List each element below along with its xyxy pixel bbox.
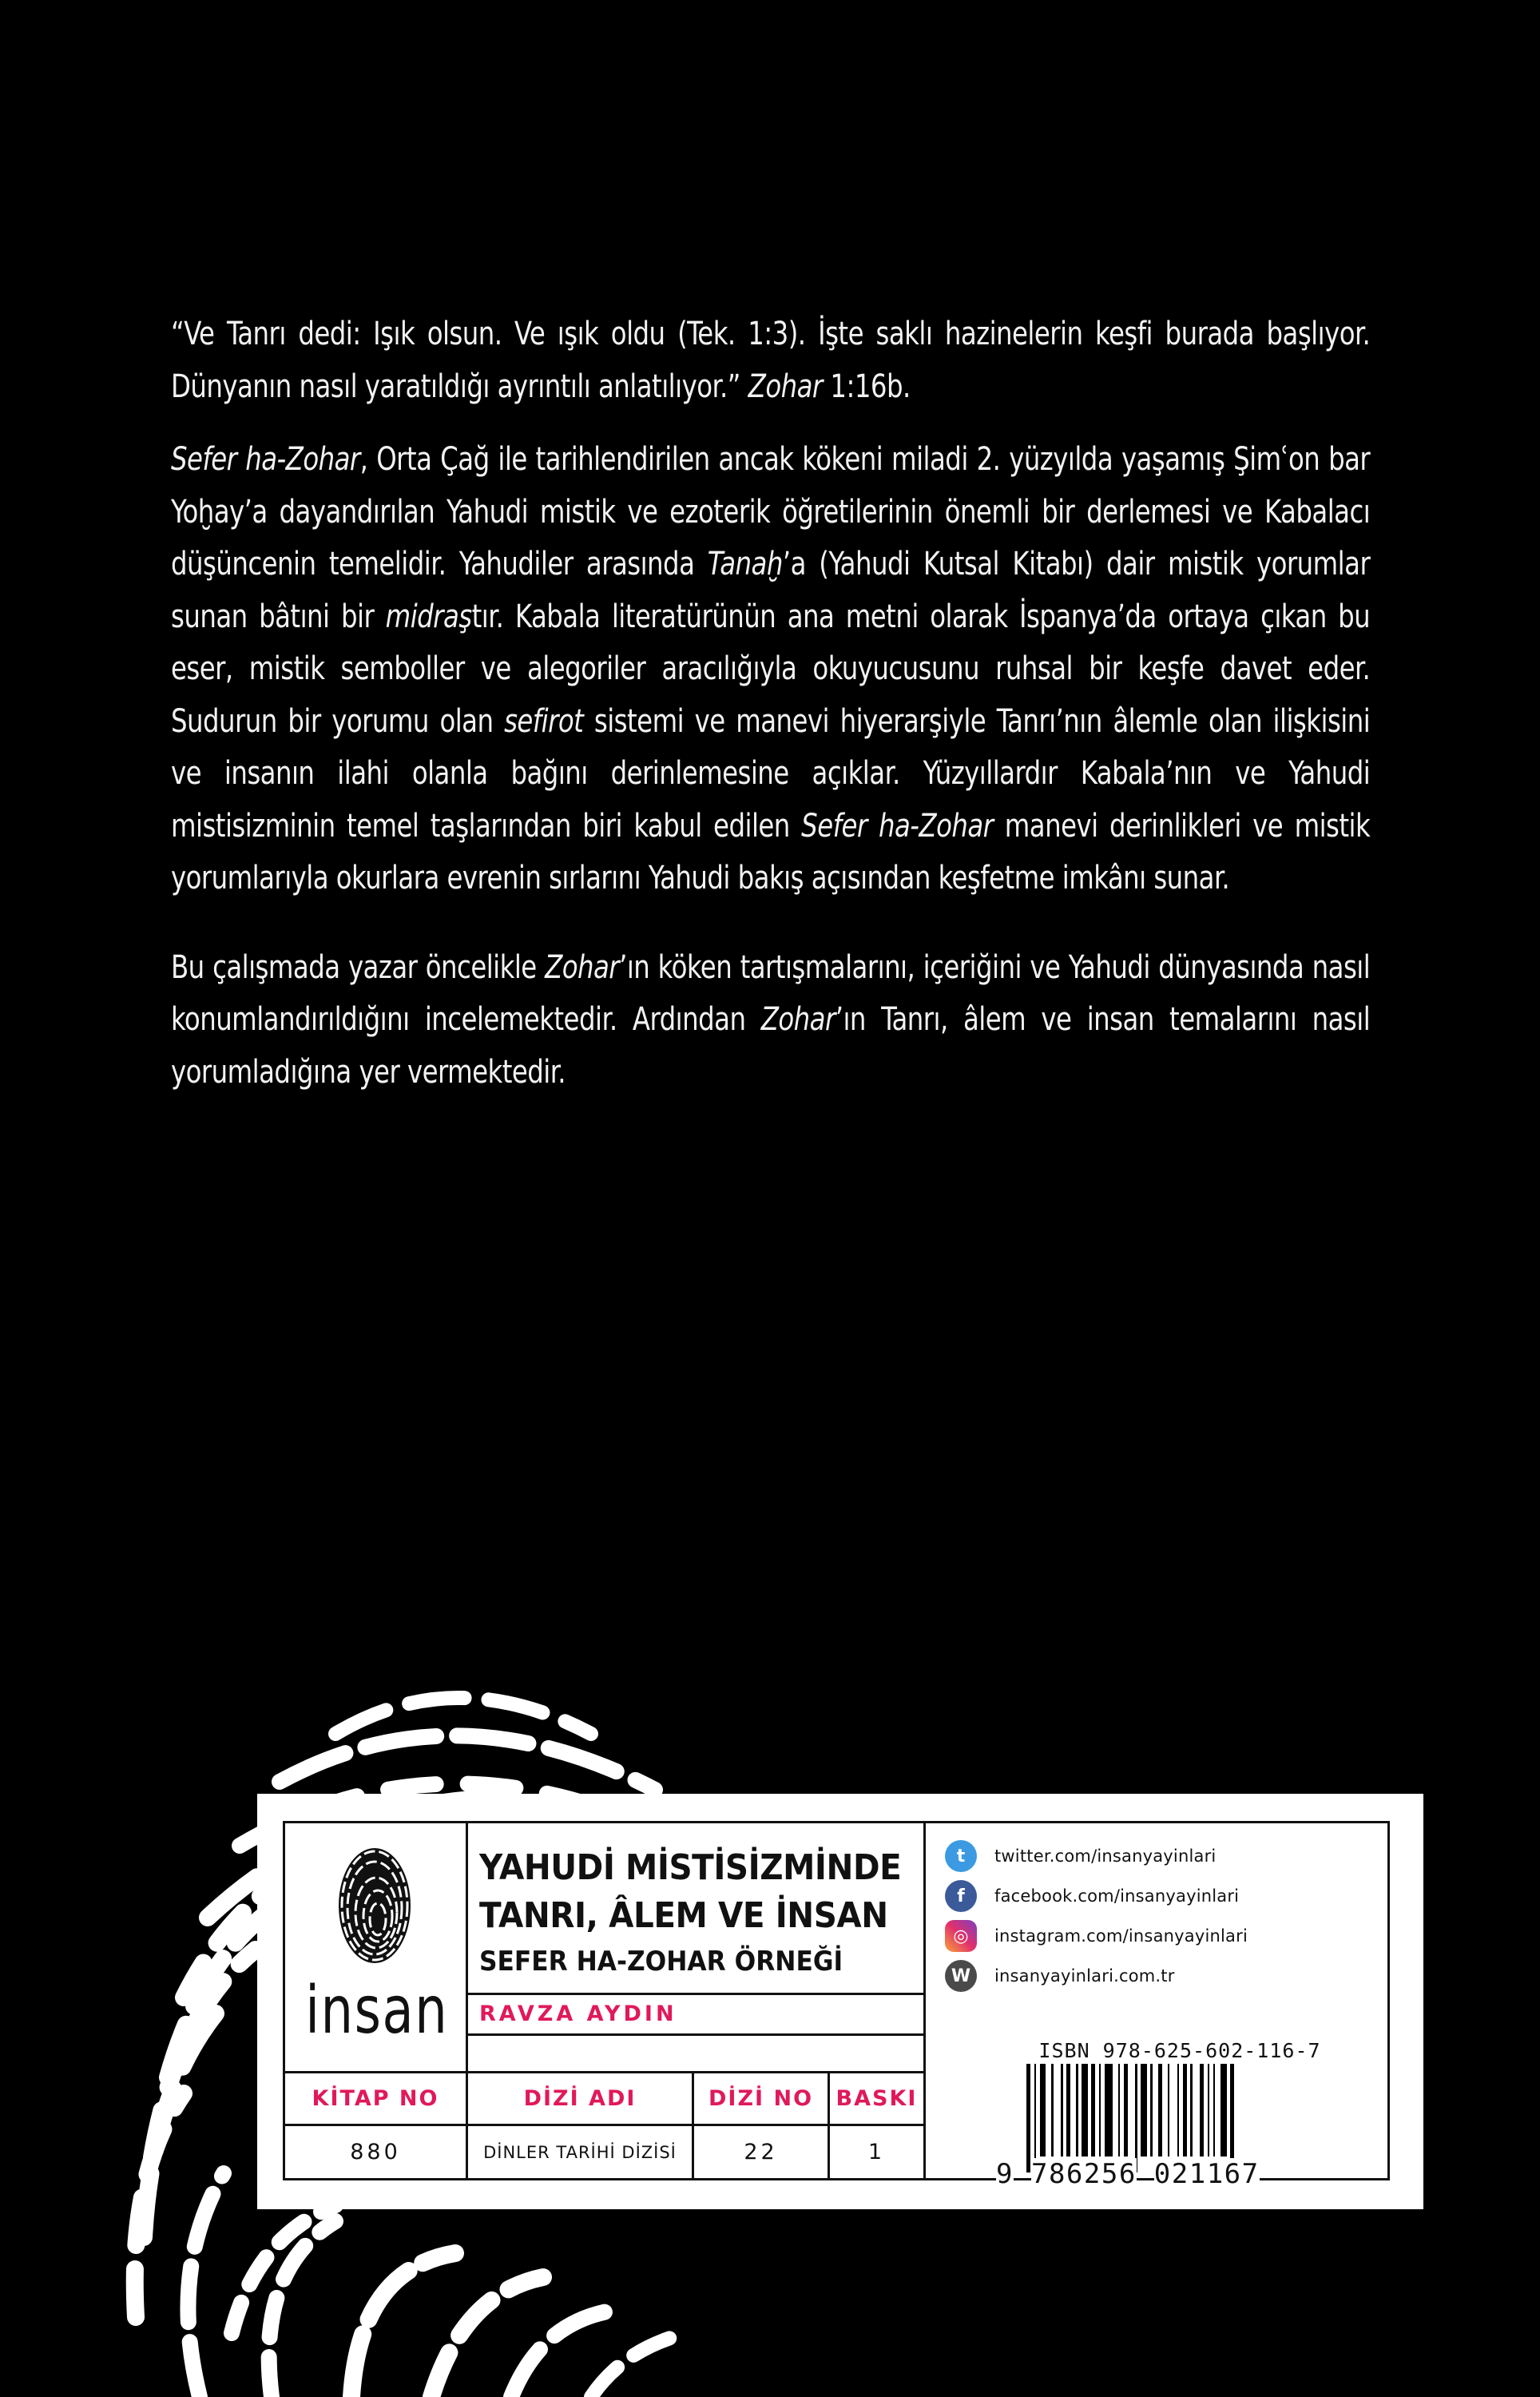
barcode-bar	[1034, 2064, 1037, 2172]
social-link-twitter[interactable]	[945, 1836, 1248, 1876]
blurb-paragraph-2	[171, 434, 1370, 905]
isbn-label: ISBN 978-625-602-116-7	[1038, 2039, 1321, 2062]
publisher-logo	[285, 1823, 468, 2073]
social-link-facebook[interactable]	[945, 1876, 1248, 1916]
barcode-bar	[1230, 2064, 1234, 2172]
blurb-paragraph-1	[171, 308, 1370, 413]
header-dizi-no: DİZİ NO	[694, 2073, 830, 2126]
barcode-bar	[1150, 2064, 1153, 2157]
barcode-bar	[1158, 2064, 1162, 2157]
barcode-bar	[1141, 2064, 1147, 2157]
italic-term: Sefer ha-Zohar	[171, 441, 360, 478]
publisher-logo-wordmark: insan	[305, 1973, 449, 2049]
text-run: , Orta Çağ ile tarihlendirilen ancak kökeni miladi 2. yüzyılda yaşamış Şimʿon bar Yoḫay’a dayandırılan Yahudi mistik ve ezoterik öğretilerinin önemli bir derlemesi ve Kabalacı düşüncenin temelidir. Yahudiler arasında	[171, 441, 1371, 582]
book-title-block	[468, 1823, 926, 1995]
book-title-line-2: TANRI, ÂLEM VE İNSAN	[479, 1895, 888, 1936]
text-run: sistemi ve manevi hiyerarşiyle Tanrı’nın âlemle olan ilişkisini ve insanın ilahi olanla bağını derinlemesine açıklar. Yüzyıllardır Kabala’nın ve Yahudi mistisizminin temel taşlarından biri kabul edilen	[171, 702, 1371, 845]
barcode-bar	[1168, 2064, 1170, 2157]
fingerprint-icon	[335, 1846, 415, 1966]
barcode-bar	[1105, 2064, 1113, 2157]
italic-term: Tanaḫ	[707, 546, 783, 582]
header-kitap-no: KİTAP NO	[285, 2073, 468, 2126]
barcode-bar	[1177, 2064, 1180, 2157]
text-run: manevi derinlikleri ve mistik yorumlarıyla okurlara evrenin sırlarını Yahudi bakış açısından keşfetme imkânı sunar.	[171, 807, 1371, 896]
author-name: RAVZA AYDIN	[479, 2001, 677, 2026]
blurb-paragraph-3	[171, 942, 1370, 1099]
ean-left-group: 786256	[1030, 2158, 1137, 2190]
barcode-bar	[1066, 2064, 1070, 2157]
social-link-website[interactable]	[945, 1956, 1248, 1996]
barcode-bar	[1118, 2064, 1121, 2157]
epigraph-source: Zohar	[748, 368, 823, 405]
value-dizi-adi: DİNLER TARİHİ DİZİSİ	[468, 2126, 694, 2178]
colophon-card	[257, 1794, 1423, 2209]
barcode-bar	[1040, 2064, 1046, 2157]
header-dizi-adi: DİZİ ADI	[468, 2073, 694, 2126]
barcode-bar	[1190, 2064, 1193, 2157]
italic-term: Sefer ha-Zohar	[801, 807, 994, 845]
author-row	[468, 1995, 926, 2036]
barcode-bar	[1099, 2064, 1101, 2157]
barcode-bar	[1026, 2064, 1030, 2172]
ean-right-group: 021167	[1153, 2158, 1260, 2190]
ean-first-digit: 9	[996, 2158, 1014, 2190]
value-dizi-no: 22	[694, 2126, 830, 2178]
header-baski: BASKI	[830, 2073, 926, 2126]
italic-term: Zohar	[545, 948, 620, 986]
social-links	[945, 1836, 1248, 1996]
epigraph-quote: “Ve Tanrı dedi: Işık olsun. Ve ışık oldu (Tek. 1:3). İşte saklı hazinelerin keşfi burada başlıyor. Dünyanın nasıl yaratıldığı ayrıntılı anlatılıyor.”	[171, 316, 1371, 405]
barcode-bar	[1135, 2064, 1137, 2172]
barcode-bar	[1208, 2064, 1210, 2157]
colophon-box	[283, 1821, 1390, 2190]
italic-term: sefirot	[504, 702, 584, 740]
social-label: insanyayinlari.com.tr	[994, 1966, 1175, 1986]
barcode-bar	[1091, 2064, 1095, 2157]
social-label: facebook.com/insanyayinlari	[994, 1886, 1240, 1906]
social-link-instagram[interactable]	[945, 1916, 1248, 1956]
social-label: twitter.com/insanyayinlari	[994, 1846, 1217, 1866]
text-run: Bu çalışmada yazar öncelikle	[171, 948, 546, 986]
barcode-bar	[1061, 2064, 1063, 2157]
social-label: instagram.com/insanyayinlari	[994, 1926, 1248, 1946]
ean-digits	[996, 2158, 1260, 2190]
text-run: ’ın köken tartışmalarını, içeriğini ve Yahudi dünyasında nasıl konumlandırıldığını incelemektedir. Ardından	[171, 948, 1371, 1038]
text-run: ’a (Yahudi Kutsal Kitabı) dair mistik yorumlar sunan bâtıni bir	[171, 546, 1371, 635]
facebook-icon: f	[945, 1880, 977, 1912]
back-cover-blurb	[171, 308, 1369, 1119]
empty-row	[468, 2036, 926, 2073]
barcode-bars	[996, 2064, 1332, 2190]
italic-term: midraş	[385, 598, 472, 635]
book-title-line-1: YAHUDİ MİSTİSİZMİNDE	[479, 1847, 902, 1888]
barcode-bar	[1183, 2064, 1187, 2157]
barcode-bar	[1082, 2064, 1088, 2157]
website-icon: W	[945, 1960, 977, 1992]
barcode-bar	[1124, 2064, 1128, 2157]
barcode-bar	[1076, 2064, 1078, 2157]
text-run: ’ın Tanrı, âlem ve insan temalarını nasıl yorumladığına yer vermektedir.	[171, 1001, 1371, 1091]
barcode-bar	[1051, 2064, 1054, 2157]
epigraph-reference: 1:16b.	[822, 368, 911, 405]
book-subtitle: SEFER HA-ZOHAR ÖRNEĞİ	[479, 1946, 843, 1978]
isbn-barcode	[996, 2039, 1332, 2190]
value-baski: 1	[830, 2126, 926, 2178]
twitter-icon: t	[945, 1840, 977, 1872]
barcode-bar	[1200, 2064, 1204, 2157]
value-kitap-no: 880	[285, 2126, 468, 2178]
barcode-bar	[1220, 2064, 1227, 2157]
instagram-icon: ◎	[945, 1920, 977, 1952]
italic-term: Zohar	[760, 1001, 835, 1038]
barcode-bar	[1213, 2064, 1216, 2157]
text-run: tır. Kabala literatürünün ana metni olarak İspanya’da ortaya çıkan bu eser, mistik semboller ve alegoriler aracılığıyla okuyucusunu ruhsal bir keşfe davet eder. Sudurun bir yorumu olan	[171, 598, 1371, 740]
